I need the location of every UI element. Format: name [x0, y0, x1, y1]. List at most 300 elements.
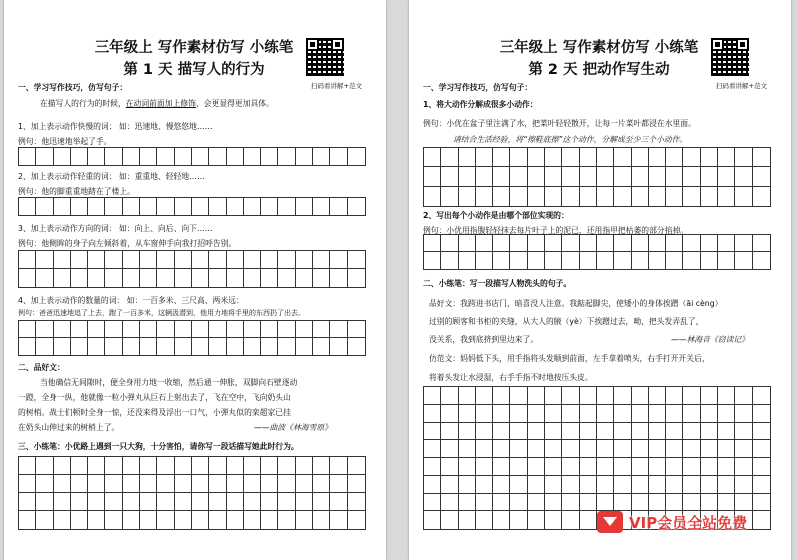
grid-cell[interactable] — [105, 338, 122, 355]
grid-cell[interactable] — [261, 321, 278, 338]
grid-cell[interactable] — [476, 148, 493, 167]
grid-cell[interactable] — [735, 458, 752, 476]
grid-cell[interactable] — [476, 440, 493, 458]
grid-cell[interactable] — [123, 269, 140, 287]
grid-cell[interactable] — [36, 269, 53, 287]
grid-cell[interactable] — [348, 457, 365, 475]
grid-cell[interactable] — [632, 440, 649, 458]
grid-cell[interactable] — [348, 511, 365, 529]
grid-cell[interactable] — [545, 167, 562, 186]
grid-cell[interactable] — [649, 252, 666, 269]
grid-cell[interactable] — [330, 475, 347, 493]
grid-cell[interactable] — [666, 187, 683, 206]
grid-cell[interactable] — [296, 511, 313, 529]
grid-cell[interactable] — [735, 148, 752, 167]
grid-cell[interactable] — [441, 440, 458, 458]
grid-cell[interactable] — [753, 187, 770, 206]
grid-cell[interactable] — [123, 511, 140, 529]
grid-cell[interactable] — [36, 148, 53, 165]
grid-cell[interactable] — [718, 252, 735, 269]
grid-cell[interactable] — [683, 167, 700, 186]
grid-cell[interactable] — [88, 475, 105, 493]
grid-cell[interactable] — [424, 167, 441, 186]
grid-cell[interactable] — [227, 511, 244, 529]
grid-cell[interactable] — [157, 148, 174, 165]
grid-cell[interactable] — [580, 405, 597, 423]
grid-cell[interactable] — [244, 251, 261, 269]
grid-cell[interactable] — [209, 475, 226, 493]
grid-cell[interactable] — [459, 387, 476, 405]
grid-cell[interactable] — [278, 269, 295, 287]
grid-cell[interactable] — [227, 198, 244, 215]
grid-cell[interactable] — [296, 457, 313, 475]
grid-cell[interactable] — [753, 235, 770, 252]
writing-grid[interactable] — [18, 320, 366, 356]
grid-cell[interactable] — [666, 423, 683, 441]
grid-cell[interactable] — [510, 494, 527, 512]
grid-cell[interactable] — [157, 198, 174, 215]
grid-cell[interactable] — [348, 493, 365, 511]
grid-cell[interactable] — [105, 475, 122, 493]
writing-grid[interactable] — [18, 250, 366, 288]
grid-cell[interactable] — [175, 321, 192, 338]
grid-cell[interactable] — [528, 458, 545, 476]
grid-cell[interactable] — [683, 252, 700, 269]
grid-cell[interactable] — [54, 251, 71, 269]
grid-cell[interactable] — [157, 251, 174, 269]
grid-cell[interactable] — [140, 148, 157, 165]
grid-cell[interactable] — [701, 148, 718, 167]
grid-cell[interactable] — [140, 511, 157, 529]
grid-cell[interactable] — [105, 321, 122, 338]
grid-cell[interactable] — [244, 493, 261, 511]
grid-cell[interactable] — [424, 476, 441, 494]
grid-cell[interactable] — [510, 235, 527, 252]
grid-cell[interactable] — [296, 198, 313, 215]
grid-cell[interactable] — [580, 187, 597, 206]
grid-cell[interactable] — [753, 440, 770, 458]
grid-cell[interactable] — [528, 423, 545, 441]
grid-cell[interactable] — [313, 457, 330, 475]
grid-cell[interactable] — [261, 457, 278, 475]
grid-cell[interactable] — [278, 198, 295, 215]
grid-cell[interactable] — [19, 269, 36, 287]
grid-cell[interactable] — [614, 148, 631, 167]
grid-cell[interactable] — [735, 405, 752, 423]
grid-cell[interactable] — [701, 387, 718, 405]
grid-cell[interactable] — [36, 493, 53, 511]
grid-cell[interactable] — [348, 198, 365, 215]
grid-cell[interactable] — [614, 235, 631, 252]
grid-cell[interactable] — [718, 405, 735, 423]
grid-cell[interactable] — [313, 198, 330, 215]
grid-cell[interactable] — [54, 269, 71, 287]
grid-cell[interactable] — [562, 235, 579, 252]
grid-cell[interactable] — [666, 252, 683, 269]
grid-cell[interactable] — [175, 475, 192, 493]
grid-cell[interactable] — [36, 511, 53, 529]
grid-cell[interactable] — [510, 423, 527, 441]
grid-cell[interactable] — [244, 198, 261, 215]
grid-cell[interactable] — [580, 148, 597, 167]
grid-cell[interactable] — [701, 187, 718, 206]
grid-cell[interactable] — [19, 475, 36, 493]
grid-cell[interactable] — [175, 198, 192, 215]
grid-cell[interactable] — [476, 405, 493, 423]
grid-cell[interactable] — [545, 187, 562, 206]
grid-cell[interactable] — [666, 476, 683, 494]
grid-cell[interactable] — [157, 338, 174, 355]
grid-cell[interactable] — [683, 405, 700, 423]
grid-cell[interactable] — [227, 321, 244, 338]
grid-cell[interactable] — [632, 187, 649, 206]
grid-cell[interactable] — [244, 457, 261, 475]
grid-cell[interactable] — [493, 187, 510, 206]
grid-cell[interactable] — [562, 405, 579, 423]
grid-cell[interactable] — [36, 338, 53, 355]
grid-cell[interactable] — [597, 458, 614, 476]
qr-code-icon[interactable] — [306, 38, 344, 76]
grid-cell[interactable] — [36, 198, 53, 215]
grid-cell[interactable] — [424, 148, 441, 167]
grid-cell[interactable] — [666, 387, 683, 405]
grid-cell[interactable] — [528, 476, 545, 494]
grid-cell[interactable] — [227, 475, 244, 493]
grid-cell[interactable] — [632, 458, 649, 476]
grid-cell[interactable] — [278, 475, 295, 493]
grid-cell[interactable] — [71, 511, 88, 529]
grid-cell[interactable] — [123, 475, 140, 493]
grid-cell[interactable] — [71, 148, 88, 165]
grid-cell[interactable] — [614, 252, 631, 269]
grid-cell[interactable] — [632, 476, 649, 494]
grid-cell[interactable] — [632, 167, 649, 186]
grid-cell[interactable] — [123, 251, 140, 269]
grid-cell[interactable] — [493, 458, 510, 476]
grid-cell[interactable] — [36, 457, 53, 475]
grid-cell[interactable] — [123, 148, 140, 165]
grid-cell[interactable] — [278, 457, 295, 475]
grid-cell[interactable] — [313, 251, 330, 269]
grid-cell[interactable] — [227, 148, 244, 165]
grid-cell[interactable] — [459, 423, 476, 441]
grid-cell[interactable] — [424, 252, 441, 269]
grid-cell[interactable] — [71, 475, 88, 493]
grid-cell[interactable] — [718, 423, 735, 441]
grid-cell[interactable] — [71, 269, 88, 287]
grid-cell[interactable] — [528, 235, 545, 252]
grid-cell[interactable] — [545, 476, 562, 494]
grid-cell[interactable] — [209, 321, 226, 338]
grid-cell[interactable] — [701, 167, 718, 186]
grid-cell[interactable] — [614, 405, 631, 423]
grid-cell[interactable] — [510, 476, 527, 494]
grid-cell[interactable] — [528, 494, 545, 512]
grid-cell[interactable] — [192, 511, 209, 529]
grid-cell[interactable] — [562, 476, 579, 494]
grid-cell[interactable] — [244, 321, 261, 338]
grid-cell[interactable] — [36, 321, 53, 338]
grid-cell[interactable] — [88, 493, 105, 511]
grid-cell[interactable] — [36, 475, 53, 493]
grid-cell[interactable] — [54, 511, 71, 529]
grid-cell[interactable] — [227, 338, 244, 355]
grid-cell[interactable] — [683, 458, 700, 476]
grid-cell[interactable] — [683, 387, 700, 405]
grid-cell[interactable] — [545, 387, 562, 405]
grid-cell[interactable] — [545, 423, 562, 441]
grid-cell[interactable] — [441, 511, 458, 529]
grid-cell[interactable] — [580, 494, 597, 512]
grid-cell[interactable] — [348, 475, 365, 493]
grid-cell[interactable] — [666, 458, 683, 476]
grid-cell[interactable] — [105, 148, 122, 165]
grid-cell[interactable] — [545, 494, 562, 512]
grid-cell[interactable] — [562, 387, 579, 405]
grid-cell[interactable] — [192, 251, 209, 269]
grid-cell[interactable] — [632, 148, 649, 167]
grid-cell[interactable] — [701, 476, 718, 494]
grid-cell[interactable] — [510, 187, 527, 206]
grid-cell[interactable] — [36, 251, 53, 269]
grid-cell[interactable] — [683, 187, 700, 206]
grid-cell[interactable] — [140, 321, 157, 338]
grid-cell[interactable] — [597, 387, 614, 405]
grid-cell[interactable] — [71, 338, 88, 355]
grid-cell[interactable] — [330, 148, 347, 165]
grid-cell[interactable] — [459, 405, 476, 423]
grid-cell[interactable] — [88, 251, 105, 269]
grid-cell[interactable] — [54, 148, 71, 165]
grid-cell[interactable] — [278, 338, 295, 355]
grid-cell[interactable] — [441, 187, 458, 206]
grid-cell[interactable] — [753, 458, 770, 476]
grid-cell[interactable] — [175, 251, 192, 269]
grid-cell[interactable] — [140, 198, 157, 215]
grid-cell[interactable] — [562, 187, 579, 206]
grid-cell[interactable] — [244, 269, 261, 287]
grid-cell[interactable] — [261, 251, 278, 269]
grid-cell[interactable] — [753, 167, 770, 186]
grid-cell[interactable] — [54, 321, 71, 338]
grid-cell[interactable] — [683, 148, 700, 167]
grid-cell[interactable] — [683, 423, 700, 441]
grid-cell[interactable] — [545, 235, 562, 252]
grid-cell[interactable] — [88, 148, 105, 165]
grid-cell[interactable] — [105, 493, 122, 511]
grid-cell[interactable] — [227, 269, 244, 287]
grid-cell[interactable] — [296, 338, 313, 355]
grid-cell[interactable] — [424, 423, 441, 441]
grid-cell[interactable] — [649, 187, 666, 206]
grid-cell[interactable] — [476, 458, 493, 476]
grid-cell[interactable] — [296, 148, 313, 165]
grid-cell[interactable] — [278, 148, 295, 165]
grid-cell[interactable] — [54, 475, 71, 493]
grid-cell[interactable] — [476, 252, 493, 269]
grid-cell[interactable] — [192, 493, 209, 511]
grid-cell[interactable] — [753, 423, 770, 441]
grid-cell[interactable] — [528, 511, 545, 529]
grid-cell[interactable] — [192, 475, 209, 493]
grid-cell[interactable] — [19, 457, 36, 475]
grid-cell[interactable] — [632, 252, 649, 269]
grid-cell[interactable] — [632, 405, 649, 423]
grid-cell[interactable] — [649, 235, 666, 252]
grid-cell[interactable] — [296, 475, 313, 493]
grid-cell[interactable] — [735, 167, 752, 186]
grid-cell[interactable] — [649, 440, 666, 458]
grid-cell[interactable] — [19, 198, 36, 215]
grid-cell[interactable] — [330, 269, 347, 287]
grid-cell[interactable] — [735, 440, 752, 458]
grid-cell[interactable] — [157, 511, 174, 529]
grid-cell[interactable] — [580, 235, 597, 252]
grid-cell[interactable] — [476, 423, 493, 441]
grid-cell[interactable] — [735, 476, 752, 494]
grid-cell[interactable] — [597, 148, 614, 167]
grid-cell[interactable] — [614, 387, 631, 405]
grid-cell[interactable] — [493, 167, 510, 186]
grid-cell[interactable] — [753, 476, 770, 494]
grid-cell[interactable] — [296, 269, 313, 287]
grid-cell[interactable] — [735, 387, 752, 405]
grid-cell[interactable] — [528, 252, 545, 269]
grid-cell[interactable] — [348, 269, 365, 287]
grid-cell[interactable] — [459, 167, 476, 186]
grid-cell[interactable] — [597, 476, 614, 494]
grid-cell[interactable] — [580, 252, 597, 269]
grid-cell[interactable] — [71, 251, 88, 269]
grid-cell[interactable] — [123, 338, 140, 355]
grid-cell[interactable] — [562, 511, 579, 529]
grid-cell[interactable] — [493, 440, 510, 458]
grid-cell[interactable] — [209, 511, 226, 529]
grid-cell[interactable] — [19, 148, 36, 165]
grid-cell[interactable] — [441, 387, 458, 405]
grid-cell[interactable] — [580, 458, 597, 476]
grid-cell[interactable] — [330, 493, 347, 511]
grid-cell[interactable] — [459, 458, 476, 476]
grid-cell[interactable] — [441, 167, 458, 186]
grid-cell[interactable] — [666, 235, 683, 252]
grid-cell[interactable] — [227, 457, 244, 475]
grid-cell[interactable] — [175, 338, 192, 355]
grid-cell[interactable] — [545, 252, 562, 269]
grid-cell[interactable] — [632, 387, 649, 405]
grid-cell[interactable] — [123, 198, 140, 215]
grid-cell[interactable] — [424, 458, 441, 476]
grid-cell[interactable] — [545, 148, 562, 167]
grid-cell[interactable] — [718, 235, 735, 252]
grid-cell[interactable] — [424, 511, 441, 529]
grid-cell[interactable] — [701, 440, 718, 458]
grid-cell[interactable] — [476, 167, 493, 186]
grid-cell[interactable] — [562, 494, 579, 512]
grid-cell[interactable] — [175, 269, 192, 287]
grid-cell[interactable] — [313, 475, 330, 493]
grid-cell[interactable] — [105, 269, 122, 287]
grid-cell[interactable] — [105, 198, 122, 215]
grid-cell[interactable] — [123, 493, 140, 511]
grid-cell[interactable] — [441, 423, 458, 441]
grid-cell[interactable] — [244, 511, 261, 529]
grid-cell[interactable] — [140, 457, 157, 475]
grid-cell[interactable] — [261, 269, 278, 287]
grid-cell[interactable] — [209, 457, 226, 475]
grid-cell[interactable] — [614, 187, 631, 206]
grid-cell[interactable] — [313, 338, 330, 355]
grid-cell[interactable] — [123, 457, 140, 475]
grid-cell[interactable] — [244, 338, 261, 355]
grid-cell[interactable] — [701, 458, 718, 476]
grid-cell[interactable] — [296, 251, 313, 269]
grid-cell[interactable] — [493, 494, 510, 512]
grid-cell[interactable] — [753, 387, 770, 405]
grid-cell[interactable] — [209, 148, 226, 165]
grid-cell[interactable] — [476, 476, 493, 494]
grid-cell[interactable] — [459, 476, 476, 494]
grid-cell[interactable] — [649, 167, 666, 186]
grid-cell[interactable] — [313, 321, 330, 338]
grid-cell[interactable] — [528, 167, 545, 186]
grid-cell[interactable] — [330, 338, 347, 355]
grid-cell[interactable] — [476, 511, 493, 529]
grid-cell[interactable] — [348, 338, 365, 355]
writing-grid[interactable] — [18, 456, 366, 530]
grid-cell[interactable] — [476, 187, 493, 206]
grid-cell[interactable] — [227, 493, 244, 511]
grid-cell[interactable] — [735, 423, 752, 441]
grid-cell[interactable] — [528, 387, 545, 405]
grid-cell[interactable] — [105, 251, 122, 269]
vip-watermark[interactable] — [597, 507, 787, 537]
grid-cell[interactable] — [244, 475, 261, 493]
grid-cell[interactable] — [441, 405, 458, 423]
grid-cell[interactable] — [424, 440, 441, 458]
grid-cell[interactable] — [597, 235, 614, 252]
grid-cell[interactable] — [88, 198, 105, 215]
grid-cell[interactable] — [666, 148, 683, 167]
grid-cell[interactable] — [718, 187, 735, 206]
grid-cell[interactable] — [476, 235, 493, 252]
grid-cell[interactable] — [683, 476, 700, 494]
grid-cell[interactable] — [545, 440, 562, 458]
grid-cell[interactable] — [157, 475, 174, 493]
grid-cell[interactable] — [614, 458, 631, 476]
grid-cell[interactable] — [493, 387, 510, 405]
grid-cell[interactable] — [157, 493, 174, 511]
grid-cell[interactable] — [348, 251, 365, 269]
grid-cell[interactable] — [261, 148, 278, 165]
grid-cell[interactable] — [649, 148, 666, 167]
grid-cell[interactable] — [459, 440, 476, 458]
grid-cell[interactable] — [649, 405, 666, 423]
grid-cell[interactable] — [683, 235, 700, 252]
grid-cell[interactable] — [330, 511, 347, 529]
grid-cell[interactable] — [330, 321, 347, 338]
grid-cell[interactable] — [19, 338, 36, 355]
grid-cell[interactable] — [510, 511, 527, 529]
grid-cell[interactable] — [493, 405, 510, 423]
grid-cell[interactable] — [735, 235, 752, 252]
grid-cell[interactable] — [493, 476, 510, 494]
grid-cell[interactable] — [313, 269, 330, 287]
grid-cell[interactable] — [192, 269, 209, 287]
grid-cell[interactable] — [71, 493, 88, 511]
grid-cell[interactable] — [510, 440, 527, 458]
grid-cell[interactable] — [175, 148, 192, 165]
